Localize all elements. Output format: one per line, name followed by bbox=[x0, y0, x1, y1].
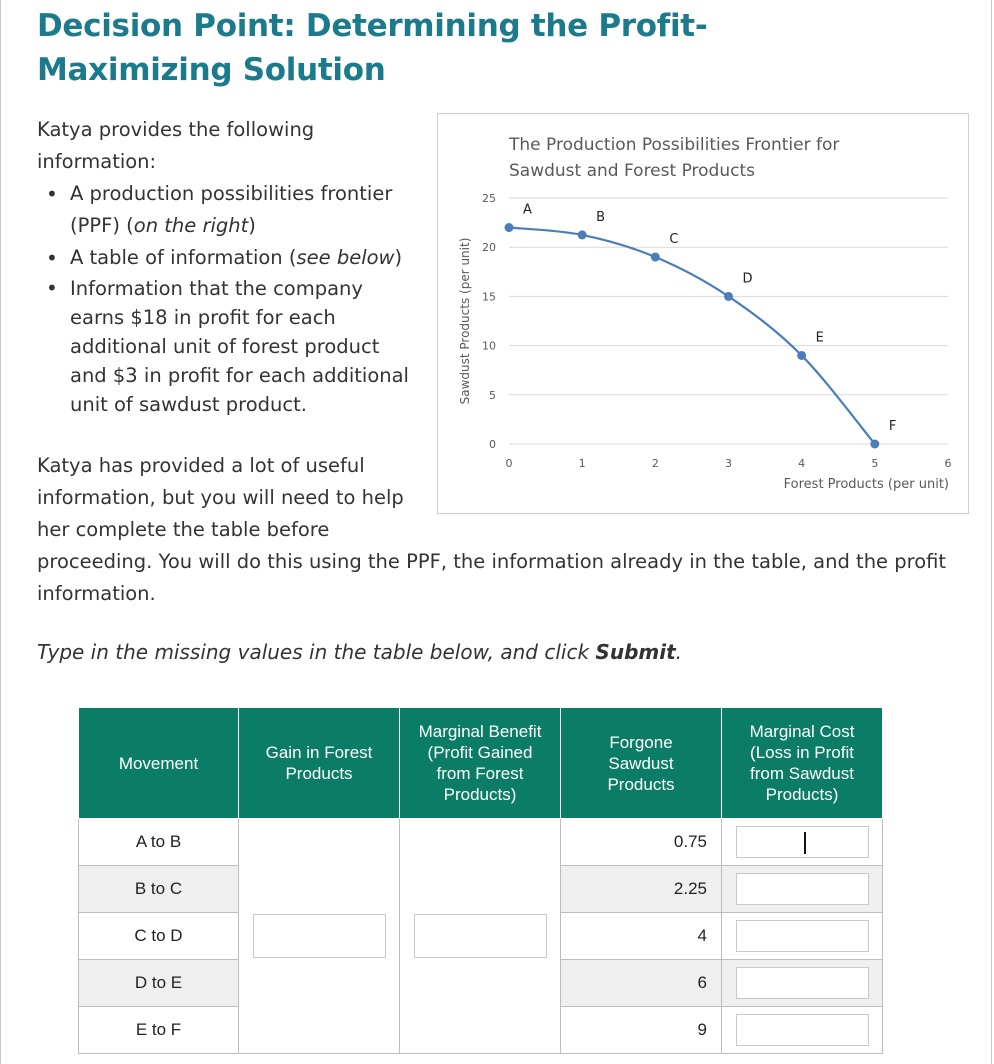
marginal-cost-input-d-e[interactable] bbox=[736, 967, 869, 999]
marginal-cost-cell bbox=[722, 913, 883, 960]
marginal-cost-cell bbox=[722, 819, 883, 866]
paragraph-line: proceeding. You will do this using the PPF, the information already in the table, and the profit bbox=[37, 550, 947, 573]
forgone-cell: 2.25 bbox=[561, 866, 722, 913]
y-tick-label: 15 bbox=[482, 290, 496, 304]
movement-cell: A to B bbox=[79, 819, 239, 866]
info-list bbox=[37, 178, 422, 419]
marginal-cost-input-a-b[interactable] bbox=[736, 826, 869, 858]
bullet-text: A production possibilities frontier (PPF) ( bbox=[70, 182, 393, 237]
bullet-emphasis: on the right bbox=[133, 214, 249, 237]
paragraph-line: Katya has provided a lot of useful bbox=[37, 454, 365, 477]
y-tick-label: 0 bbox=[489, 438, 496, 451]
x-tick-label: 0 bbox=[505, 457, 513, 470]
data-point-f bbox=[870, 440, 879, 449]
bullet-text: Information that the company earns $18 in profit for each additional unit of forest product and $3 in profit for each additional unit of sawdust product. bbox=[70, 277, 409, 416]
point-label-a: A bbox=[523, 202, 532, 218]
bullet-emphasis: see below bbox=[296, 246, 395, 269]
x-tick-label: 3 bbox=[725, 457, 732, 470]
data-point-c bbox=[651, 253, 660, 262]
data-point-e bbox=[797, 351, 806, 360]
header-mb-label: Marginal Benefit (Profit Gained from Forest Products) bbox=[418, 722, 542, 804]
list-item bbox=[37, 274, 422, 419]
y-axis-label: Sawdust Products (per unit) bbox=[458, 237, 472, 405]
instruction-text bbox=[37, 636, 682, 668]
x-tick-label: 5 bbox=[871, 457, 879, 470]
gain-cell bbox=[239, 819, 400, 1054]
gain-input[interactable] bbox=[253, 914, 386, 958]
text-caret bbox=[804, 832, 806, 854]
marginal-cost-cell bbox=[722, 1007, 883, 1054]
list-item bbox=[37, 178, 422, 242]
marginal-cost-input-b-c[interactable] bbox=[736, 873, 869, 905]
data-point-d bbox=[724, 292, 733, 301]
movement-cell: E to F bbox=[79, 1007, 239, 1054]
movement-cell: D to E bbox=[79, 960, 239, 1007]
marginal-benefit-cell bbox=[400, 819, 561, 1054]
instruction-part: . bbox=[675, 640, 682, 664]
x-tick-label: 1 bbox=[578, 457, 586, 470]
chart-title-line: The Production Possibilities Frontier for bbox=[509, 135, 840, 155]
x-tick-label: 6 bbox=[944, 457, 952, 470]
header-marginal-cost bbox=[722, 708, 883, 819]
point-label-c: C bbox=[669, 232, 679, 248]
table-row bbox=[79, 819, 883, 866]
table-header-row bbox=[79, 708, 883, 819]
marginal-cost-input-e-f[interactable] bbox=[736, 1014, 869, 1046]
marginal-benefit-input[interactable] bbox=[414, 914, 547, 958]
explanation-paragraph bbox=[37, 450, 967, 610]
list-item bbox=[37, 242, 422, 274]
bullet-text: ) bbox=[394, 246, 403, 269]
forgone-cell: 9 bbox=[561, 1007, 722, 1054]
bullet-text: A table of information ( bbox=[70, 246, 297, 269]
header-gain-label: Gain in Forest Products bbox=[265, 743, 373, 783]
intro-lead: Katya provides the following information: bbox=[37, 118, 315, 173]
page-title: Decision Point: Determining the Profit-Maximizing Solution bbox=[37, 8, 708, 88]
point-label-d: D bbox=[742, 271, 753, 287]
forgone-cell: 0.75 bbox=[561, 819, 722, 866]
y-tick-label: 25 bbox=[482, 192, 496, 205]
y-tick-label: 20 bbox=[482, 241, 496, 255]
y-tick-label: 5 bbox=[489, 388, 496, 402]
data-point-a bbox=[505, 223, 514, 232]
movement-cell: B to C bbox=[79, 866, 239, 913]
submit-word: Submit bbox=[595, 640, 676, 664]
data-point-b bbox=[578, 230, 587, 239]
marginal-cost-input-c-d[interactable] bbox=[736, 920, 869, 952]
x-axis-label: Forest Products (per unit) bbox=[783, 477, 949, 492]
header-marginal-benefit bbox=[400, 708, 561, 819]
header-movement: Movement bbox=[79, 708, 239, 819]
point-label-b: B bbox=[596, 209, 606, 225]
header-forgone bbox=[561, 708, 722, 819]
x-tick-label: 4 bbox=[798, 457, 806, 470]
point-label-f: F bbox=[888, 419, 897, 434]
header-gain bbox=[239, 708, 400, 819]
paragraph-line: information. bbox=[37, 582, 156, 605]
chart-title-line: Sawdust and Forest Products bbox=[509, 161, 755, 181]
instruction-part: Type in the missing values in the table below, and click bbox=[37, 640, 596, 664]
paragraph-line: her complete the table before bbox=[37, 518, 330, 541]
intro-section bbox=[37, 114, 422, 419]
point-label-e: E bbox=[815, 330, 824, 346]
forgone-cell: 4 bbox=[561, 913, 722, 960]
marginal-cost-cell bbox=[722, 960, 883, 1007]
header-mc-label: Marginal Cost (Loss in Profit from Sawdust Products) bbox=[749, 722, 855, 804]
header-forgone-label: Forgone Sawdust Products bbox=[607, 732, 675, 794]
marginal-cost-cell bbox=[722, 866, 883, 913]
paragraph-line: information, but you will need to help bbox=[37, 486, 404, 509]
forgone-cell: 6 bbox=[561, 960, 722, 1007]
marginal-analysis-table bbox=[78, 707, 883, 1054]
movement-cell: C to D bbox=[79, 913, 239, 960]
x-tick-label: 2 bbox=[651, 457, 659, 470]
y-tick-label: 10 bbox=[482, 339, 496, 353]
bullet-text: ) bbox=[248, 214, 256, 237]
